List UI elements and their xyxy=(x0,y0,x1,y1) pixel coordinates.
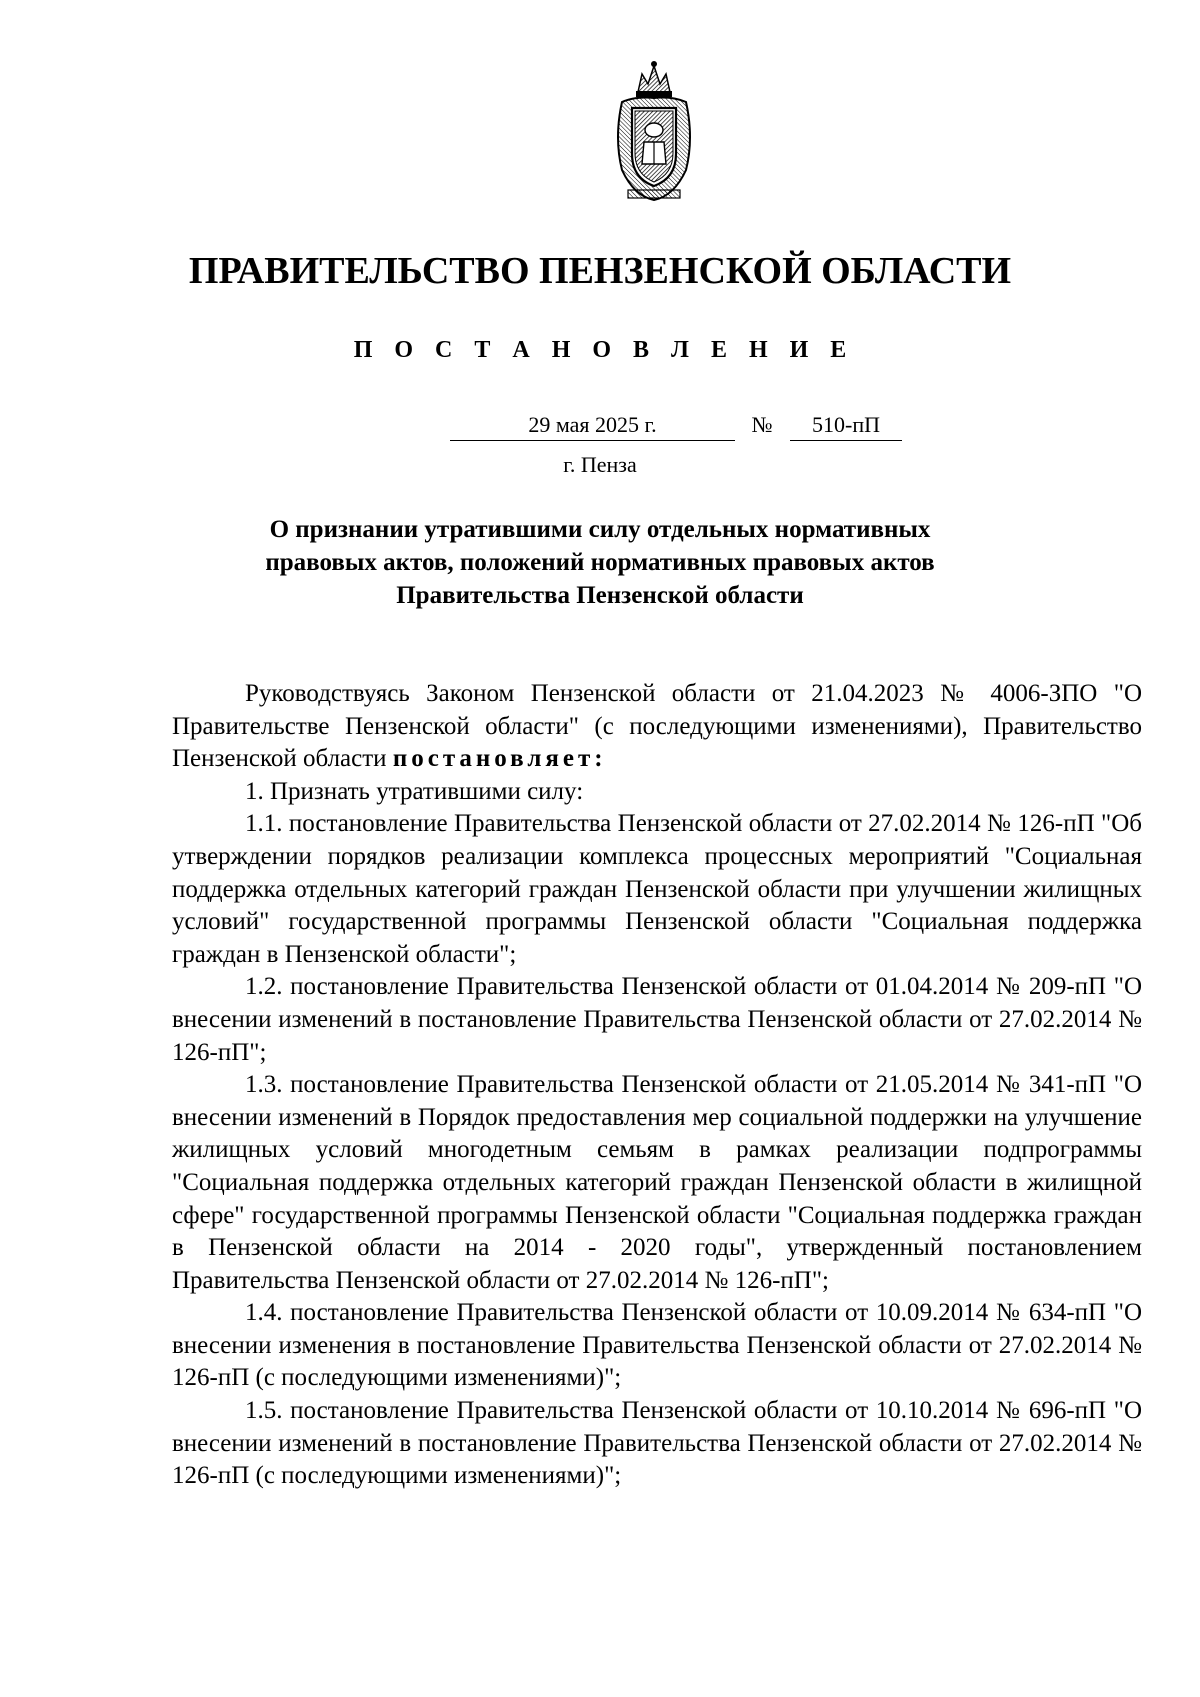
preamble-keyword: постановляет xyxy=(392,745,595,773)
subject-line-1: О признании утратившими силу отдельных нормативных xyxy=(269,516,931,543)
document-city: г. Пенза xyxy=(563,452,637,477)
preamble-paragraph xyxy=(172,678,1142,776)
subject-line-2: правовых актов, положений нормативных правовых актов xyxy=(265,549,935,576)
number-sign: № xyxy=(751,412,773,437)
document-subject xyxy=(0,513,1200,612)
item-1: 1. Признать утратившими силу: xyxy=(245,777,584,805)
subject-line-3: Правительства Пензенской области xyxy=(396,582,804,609)
preamble-text: Руководствуясь Законом Пензенской области от 21.04.2023 № 4006-ЗПО "О Правительстве Пензенской области" (с последующими изменениями), Правительство Пензенской области xyxy=(172,680,1142,773)
preamble-end: : xyxy=(594,745,603,773)
item-1-5: 1.5. постановление Правительства Пензенской области от 10.10.2014 № 696-пП "О внесении изменений в постановление Правительства Пензенской области от 27.02.2014 № 126-пП (с последующими изменениями)"; xyxy=(172,1397,1142,1490)
document-number: 510-пП xyxy=(790,410,902,441)
government-title: ПРАВИТЕЛЬСТВО ПЕНЗЕНСКОЙ ОБЛАСТИ xyxy=(188,250,1012,292)
coat-of-arms-icon xyxy=(608,58,700,206)
item-1-4: 1.4. постановление Правительства Пензенской области от 10.09.2014 № 634-пП "О внесении изменения в постановление Правительства Пензенской области от 27.02.2014 № 126-пП (с последующими изменениями)"; xyxy=(172,1299,1142,1392)
item-1-2: 1.2. постановление Правительства Пензенской области от 01.04.2014 № 209-пП "О внесении изменений в постановление Правительства Пензенской области от 27.02.2014 № 126-пП"; xyxy=(172,973,1142,1066)
document-body xyxy=(172,678,1142,1493)
item-1-3: 1.3. постановление Правительства Пензенской области от 21.05.2014 № 341-пП "О внесении изменений в Порядок предоставления мер социальной поддержки на улучшение жилищных условий многодетным семьям в рамках реализации подпрограммы "Социальная поддержка отдельных категорий граждан Пензенской области в жилищной сфере" государственной программы Пензенской области "Социальная поддержка граждан в Пензенской области на 2014 - 2020 годы", утвержденный постановлением Правительства Пензенской области от 27.02.2014 № 126-пП"; xyxy=(172,1071,1142,1294)
document-type: П О С Т А Н О В Л Е Н И Е xyxy=(353,337,855,363)
document-date: 29 мая 2025 г. xyxy=(450,410,735,441)
item-1-1: 1.1. постановление Правительства Пензенской области от 27.02.2014 № 126-пП "Об утверждении порядков реализации комплекса процессных мероприятий "Социальная поддержка отдельных категорий граждан Пензенской области при улучшении жилищных условий" государственной программы Пензенской области "Социальная поддержка граждан в Пензенской области"; xyxy=(172,810,1142,968)
